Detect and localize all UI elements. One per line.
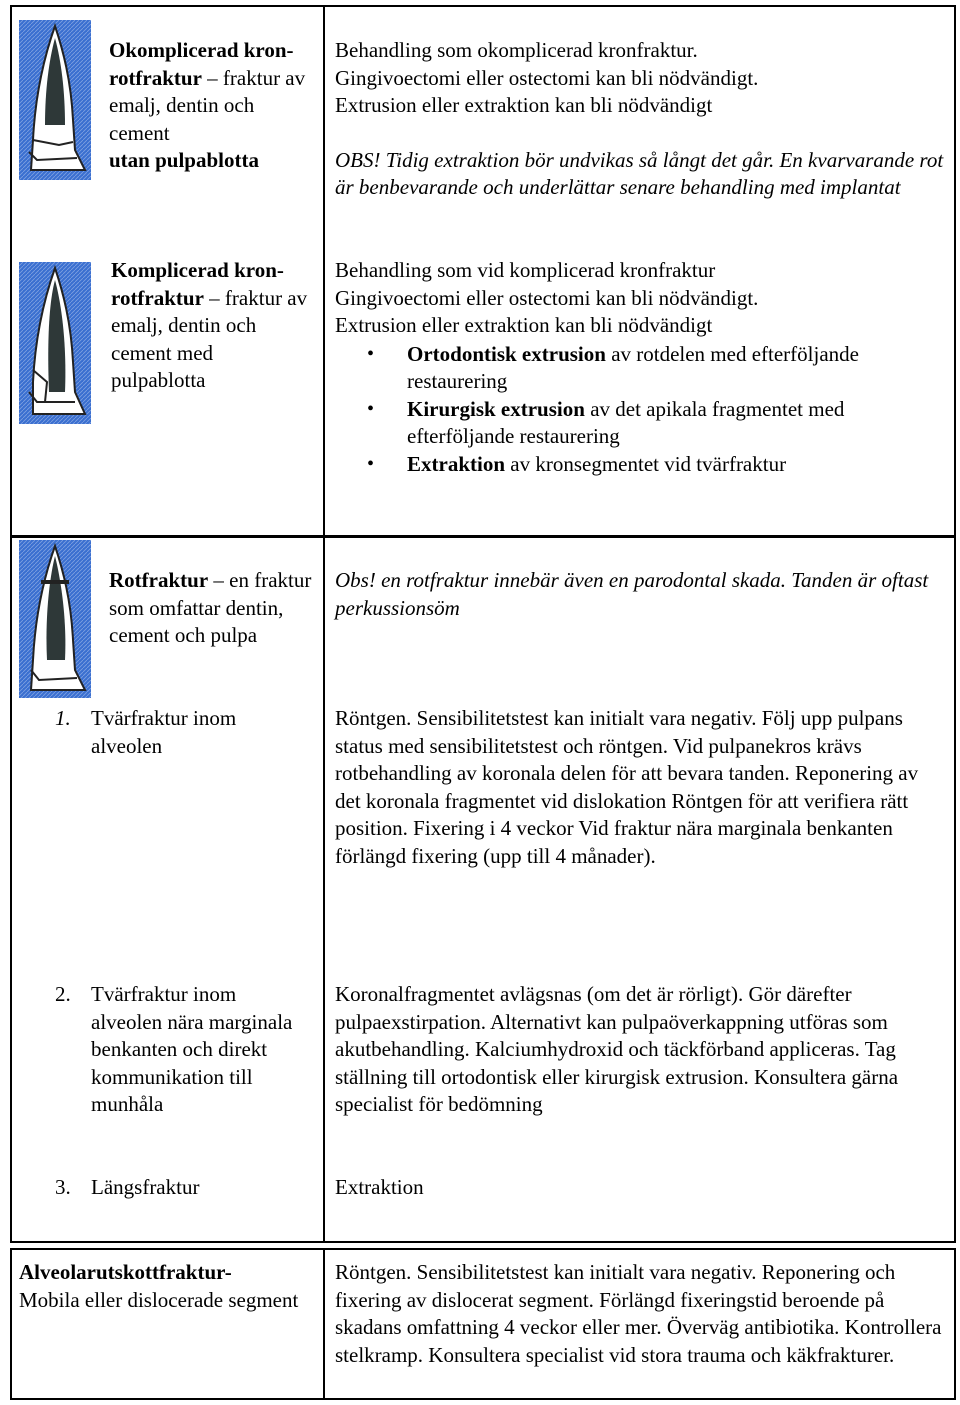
row2-treatment-line: Gingivoectomi eller ostectomi kan bli nödvändigt. [335,285,759,310]
row3-title [109,567,314,650]
row2-title-bold: Komplicerad kron-rotfraktur [111,258,284,310]
row1-treatment-line: Extrusion eller extraktion kan bli nödvändigt [335,93,713,117]
bullet-rest: av rotdelen med efterföljande restaurering [407,341,859,393]
item-number: 2. [55,982,71,1006]
item-number: 1. [55,706,71,730]
bullet-rest: av det apikala fragmentet med efterföljande restaurering [407,396,845,448]
row2-treatment-line: Extrusion eller extraktion kan bli nödvändigt [335,313,713,337]
row1-title-dash: – [201,65,223,90]
row2-title [111,257,311,395]
item-text: Röntgen. Sensibilitetstest kan initialt vara negativ. Följ upp pulpans status med sensibilitetstest och röntgen. Vid pulpanekros krävs rotbehandling av koronala delen för att bevara tanden. Reponering av det koronala fragmentet vid dislokation Röntgen för att verifiera rätt position. Fixering i 4 veckor Vid fraktur nära marginala benkanten förlängd fixering (upp till 4 månader). [335,706,919,868]
row4-text: Röntgen. Sensibilitetstest kan initialt vara negativ. Reponering och fixering av dislocerat segment. Förlängd fixeringstid beroende på skadans omfattning 4 veckor eller mer. Överväg antibiotika. Kontrollera stelkramp. Konsultera specialist vid stora trauma och käkfrakturer. [335,1260,942,1367]
tooth-illustration-complicated [19,262,91,424]
row2-bullet-list [335,340,947,479]
list-item [335,341,947,396]
tooth-illustration-uncomplicated [19,20,91,180]
bullet-bold: Extraktion [407,451,506,476]
table-divider [323,536,325,1243]
list-item [335,451,947,479]
item-label: Tvärfraktur inom alveolen [91,706,237,758]
row1-title-rest: fraktur av emalj, dentin och cement [109,65,306,145]
row2-title-rest: fraktur av emalj, dentin och cement med pulpablotta [111,285,308,392]
table-divider [323,1248,325,1400]
list-item [335,396,947,451]
row2-treatment-line: Behandling som vid komplicerad kronfraktur [335,258,716,282]
row4-title [19,1259,309,1314]
item-label: Längsfraktur [91,1175,200,1199]
bullet-bold: Ortodontisk extrusion [407,341,606,366]
item-number: 3. [55,1175,71,1199]
row1-treatment [335,37,947,202]
row1-title-bold-end: utan pulpablotta [109,148,259,172]
bullet-rest: av kronsegmentet vid tvärfraktur [505,451,787,476]
row4-title-bold: Alveolarutskottfraktur- [19,1260,232,1284]
row3-title-bold: Rotfraktur [109,568,209,592]
item-text: Koronalfragmentet avlägsnas (om det är rörligt). Gör därefter pulpaexstirpation. Alternativt kan pulpaöverkappning utföras som akutbehandling. Kalciumhydroxid och täckförband appliceras. Tag ställning till ortodontisk eller kirurgisk extrusion. Konsultera gärna specialist för bedömning [335,982,899,1116]
row4-title-rest: Mobila eller dislocerade segment [19,1287,299,1312]
row1-title-bold: Okomplicerad kron-rotfraktur [109,38,294,90]
row1-treatment-line: Gingivoectomi eller ostectomi kan bli nödvändigt. [335,65,759,90]
item-text: Extraktion [335,1175,424,1199]
row1-title [109,37,314,175]
row2-treatment [335,257,947,478]
item-label: Tvärfraktur inom alveolen nära marginala benkanten och direkt kommunikation till munhåla [91,982,293,1116]
row1-note: OBS! Tidig extraktion bör undvikas så långt det går. En kvarvarande rot är benbevarande och underlättar senare behandling med implantat [335,147,944,199]
tooth-illustration-root-fracture [19,540,91,698]
table-divider [323,5,325,537]
bullet-bold: Kirurgisk extrusion [407,396,585,421]
row3-note: Obs! en rotfraktur innebär även en parodontal skada. Tanden är oftast perkussionsöm [335,568,929,620]
row3-title-rest: – en fraktur som omfattar dentin, cement och pulpa [109,568,312,647]
row2-title-dash: – [203,285,225,310]
row1-treatment-line: Behandling som okomplicerad kronfraktur. [335,38,698,62]
